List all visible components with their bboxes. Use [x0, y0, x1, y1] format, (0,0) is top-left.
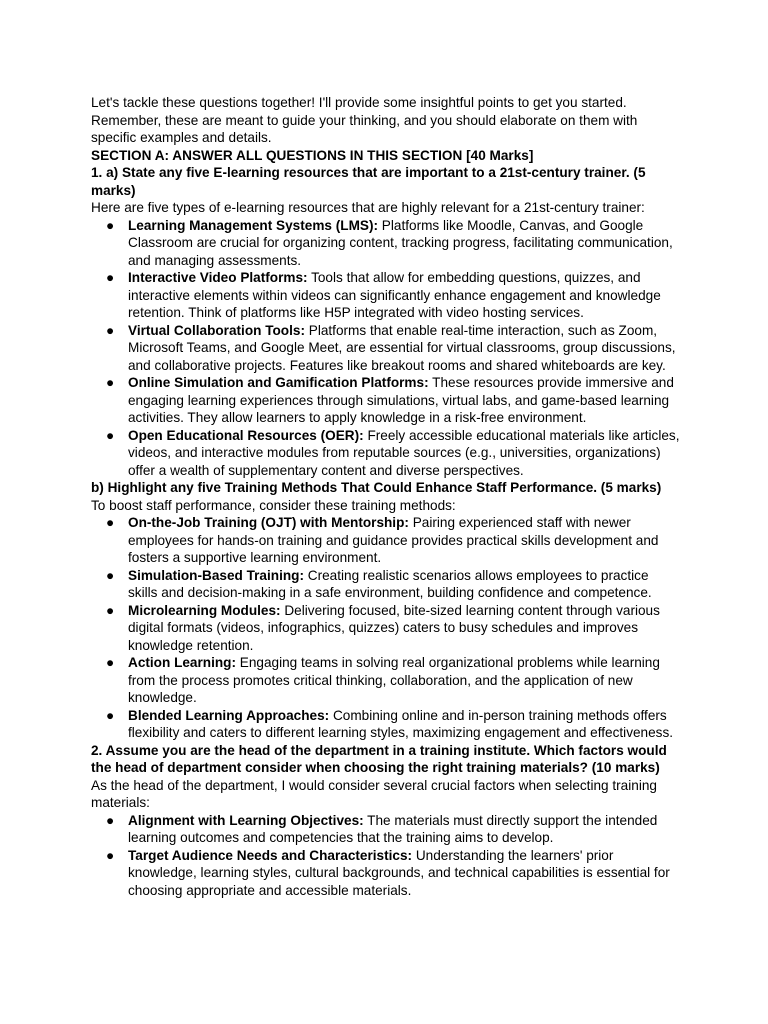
- question-1b-heading: b) Highlight any five Training Methods That Could Enhance Staff Performance. (5 marks): [91, 480, 662, 495]
- bullet-icon: ●: [106, 375, 115, 390]
- item-term: Alignment with Learning Objectives:: [128, 812, 364, 828]
- list-item: [91, 217, 681, 270]
- item-text: Engaging teams in solving real organizational problems while learning from the process promotes critical thinking, collaboration, and the application of new knowledge.: [128, 655, 660, 705]
- bullet-icon: ●: [106, 602, 115, 618]
- question-2-list: [91, 812, 681, 900]
- list-item: [91, 654, 681, 707]
- item-text: The materials must directly support the intended learning outcomes and competencies that the training aims to develop.: [128, 812, 658, 845]
- list-item: [91, 427, 681, 480]
- item-term: On-the-Job Training (OJT) with Mentorship:: [128, 515, 409, 530]
- item-term: Blended Learning Approaches:: [128, 707, 330, 723]
- question-2-heading: 2. Assume you are the head of the department in a training institute. Which factors would the head of department consider when choosing the right training materials? (10 marks): [91, 742, 667, 775]
- item-term: Online Simulation and Gamification Platforms:: [128, 375, 429, 390]
- item-term: Target Audience Needs and Characteristics:: [128, 847, 413, 863]
- question-2-lead: As the head of the department, I would consider several crucial factors when selecting training materials:: [91, 777, 657, 810]
- list-item: [91, 514, 681, 567]
- item-text: Delivering focused, bite-sized learning content through various digital formats (videos, infographics, quizzes) caters to busy schedules and improves knowledge retention.: [128, 602, 660, 653]
- question-1b-list: [91, 514, 681, 742]
- section-a-heading: SECTION A: ANSWER ALL QUESTIONS IN THIS SECTION [40 Marks]: [91, 147, 534, 163]
- item-text: Creating realistic scenarios allows employees to practice skills and decision-making in a safe environment, building confidence and competence.: [128, 567, 652, 600]
- bullet-icon: ●: [106, 270, 115, 285]
- item-text: Pairing experienced staff with newer employees for hands-on training and guidance provides practical skills development and fosters a supportive learning environment.: [128, 515, 659, 565]
- list-item: [91, 322, 681, 375]
- bullet-icon: ●: [106, 567, 115, 583]
- item-term: Open Educational Resources (OER):: [128, 427, 364, 443]
- document-body: [91, 94, 681, 899]
- item-text: Understanding the learners' prior knowledge, learning styles, cultural backgrounds, and technical capabilities is essential for choosing appropriate and accessible materials.: [128, 847, 670, 898]
- list-item: [91, 847, 681, 900]
- bullet-icon: ●: [106, 655, 115, 670]
- question-1a-list: [91, 217, 681, 480]
- item-term: Microlearning Modules:: [128, 602, 281, 618]
- list-item: [91, 269, 681, 322]
- item-text: Platforms that enable real-time interaction, such as Zoom, Microsoft Teams, and Google Meet, are essential for virtual classrooms, group discussions, and collaborative projects. Features like breakout rooms and shared whiteboards are key.: [128, 322, 676, 373]
- item-text: Tools that allow for embedding questions, quizzes, and interactive elements within videos can significantly enhance engagement and knowledge retention. Think of platforms like H5P integrated with video hosting services.: [128, 270, 661, 320]
- item-term: Action Learning:: [128, 655, 236, 670]
- intro-paragraph: Let's tackle these questions together! I'll provide some insightful points to get you started. Remember, these are meant to guide your thinking, and you should elaborate on them with specific examples and details.: [91, 95, 638, 145]
- item-text: Freely accessible educational materials like articles, videos, and interactive modules from reputable sources (e.g., universities, organizations) offer a wealth of supplementary content and diverse perspectives.: [128, 427, 680, 478]
- list-item: [91, 602, 681, 655]
- list-item: [91, 374, 681, 427]
- bullet-icon: ●: [106, 427, 115, 443]
- item-term: Learning Management Systems (LMS):: [128, 217, 379, 233]
- question-1b-lead: To boost staff performance, consider these training methods:: [91, 497, 456, 513]
- item-text: Platforms like Moodle, Canvas, and Google Classroom are crucial for organizing content, tracking progress, facilitating communication, and managing assessments.: [128, 217, 673, 268]
- question-1a-lead: Here are five types of e-learning resources that are highly relevant for a 21st-century trainer:: [91, 200, 645, 215]
- list-item: [91, 812, 681, 847]
- bullet-icon: ●: [106, 515, 115, 530]
- item-term: Interactive Video Platforms:: [128, 270, 308, 285]
- bullet-icon: ●: [106, 707, 115, 723]
- item-term: Virtual Collaboration Tools:: [128, 322, 305, 338]
- bullet-icon: ●: [106, 217, 115, 233]
- bullet-icon: ●: [106, 322, 115, 338]
- question-1a-heading: 1. a) State any five E-learning resources that are important to a 21st-century trainer. (5 marks): [91, 165, 646, 198]
- item-term: Simulation-Based Training:: [128, 567, 304, 583]
- item-text: These resources provide immersive and engaging learning experiences through simulations, virtual labs, and game-based learning activities. They allow learners to apply knowledge in a risk-free environment.: [128, 375, 674, 425]
- bullet-icon: ●: [106, 847, 115, 863]
- list-item: [91, 707, 681, 742]
- list-item: [91, 567, 681, 602]
- item-text: Combining online and in-person training methods offers flexibility and caters to different learning styles, maximizing engagement and effectiveness.: [128, 707, 674, 740]
- bullet-icon: ●: [106, 812, 115, 828]
